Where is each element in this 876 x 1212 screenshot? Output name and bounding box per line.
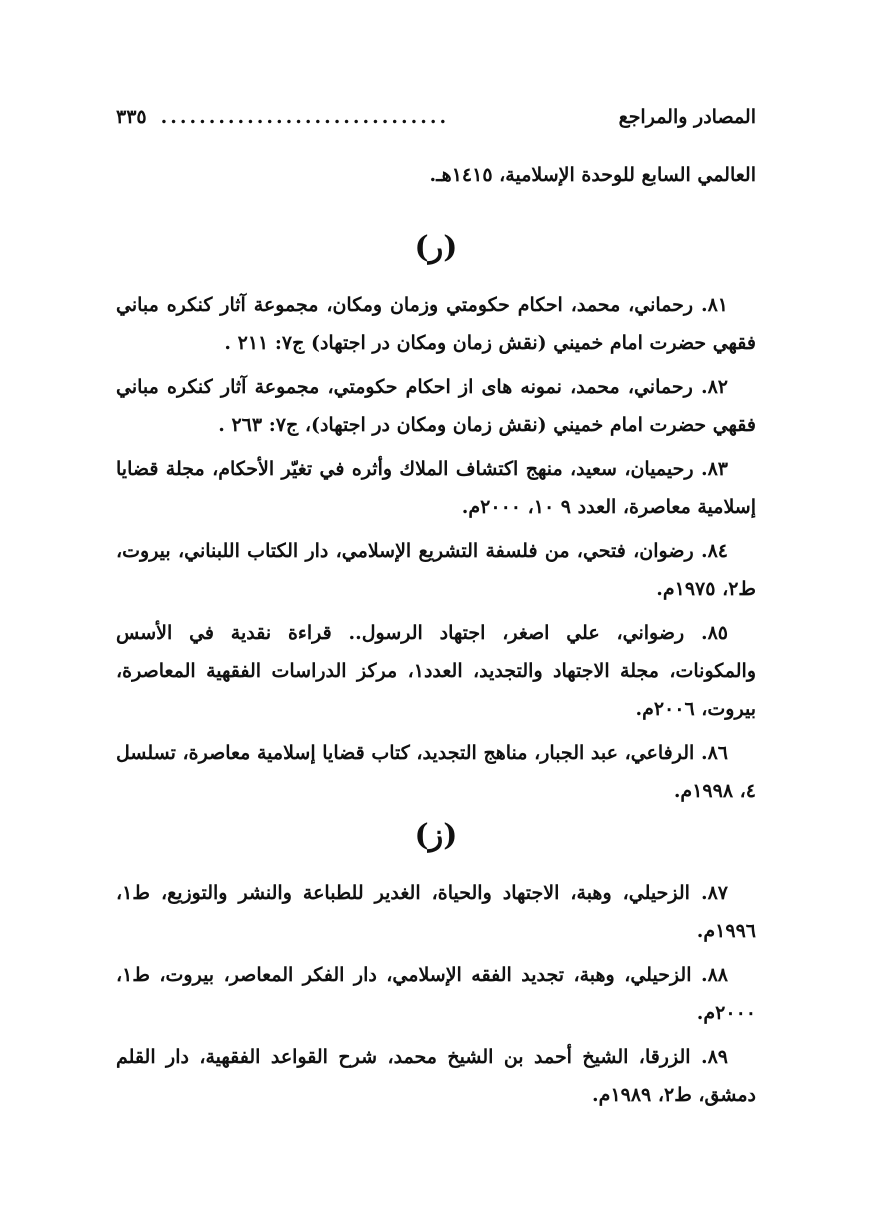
reference-list-ra [116, 286, 756, 816]
reference-list-zay [116, 874, 756, 1120]
reference-entry: ٨٣. رحيميان، سعيد، منهج اكتشاف الملاك وأثره في تغيّر الأحكام، مجلة قضايا إسلامية معاصرة، العدد ٩ ١٠، ٢٠٠٠م. [116, 458, 756, 518]
reference-entry: ٨٩. الزرقا، الشيخ أحمد بن الشيخ محمد، شرح القواعد الفقهية، دار القلم دمشق، ط٢، ١٩٨٩م. [116, 1046, 756, 1106]
reference-entry: ٨٦. الرفاعي، عبد الجبار، مناهج التجديد، كتاب قضايا إسلامية معاصرة، تسلسل ٤، ١٩٩٨م. [116, 742, 756, 802]
header-dot-leader: .............................. [160, 106, 450, 128]
reference-entry: ٨١. رحماني، محمد، احكام حكومتي وزمان ومكان، مجموعة آثار كنكره مباني فقهي حضرت امام خميني (نقش زمان ومكان در اجتهاد) ج٧: ٢١١ . [116, 294, 756, 354]
reference-entry: ٨٢. رحماني، محمد، نمونه هاى از احكام حكومتي، مجموعة آثار كنكره مباني فقهي حضرت امام خميني (نقش زمان ومكان در اجتهاد)، ج٧: ٢٦٣ . [116, 376, 756, 436]
section-heading-zay: (ز) [414, 818, 458, 853]
page-number: ٣٣٥ [116, 106, 147, 128]
reference-entry: ٨٧. الزحيلي، وهبة، الاجتهاد والحياة، الغدير للطباعة والنشر والتوزيع، ط١، ١٩٩٦م. [116, 882, 756, 942]
book-page [116, 0, 756, 1212]
reference-entry: ٨٤. رضوان، فتحي، من فلسفة التشريع الإسلامي، دار الكتاب اللبناني، بيروت، ط٢، ١٩٧٥م. [116, 540, 756, 600]
header-title: المصادر والمراجع [618, 106, 756, 128]
continued-reference-line: العالمي السابع للوحدة الإسلامية، ١٤١٥هـ. [429, 164, 756, 186]
running-header [116, 106, 756, 136]
reference-entry: ٨٨. الزحيلي، وهبة، تجديد الفقه الإسلامي، دار الفكر المعاصر، بيروت، ط١، ٢٠٠٠م. [116, 964, 756, 1024]
section-heading-ra: (ر) [414, 230, 458, 265]
reference-entry: ٨٥. رضواني، علي اصغر، اجتهاد الرسول.. قراءة نقدية في الأسس والمكونات، مجلة الاجتهاد والتجديد، العدد١، مركز الدراسات الفقهية المعاصرة، بيروت، ٢٠٠٦م. [116, 622, 756, 720]
